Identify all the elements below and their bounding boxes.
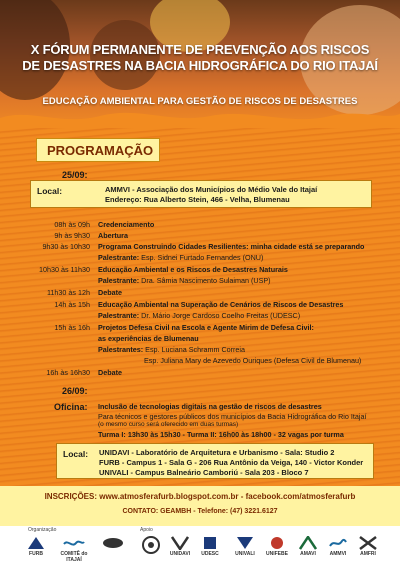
speaker-name: Dra. Sâmia Nascimento Sulaiman (USP)	[139, 276, 271, 285]
unidavi-logo: UNIDAVI	[166, 536, 194, 560]
unidavi-mark-icon	[171, 536, 189, 550]
univali-mark-icon	[236, 536, 254, 550]
wave-divider	[0, 106, 400, 128]
location-label: Local:	[63, 449, 89, 459]
speaker-label: Palestrantes:	[98, 345, 144, 354]
oficina-schedule: Turma I: 13h30 às 15h30 - Turma II: 16h00 às 18h00 - 32 vagas por turma	[98, 430, 344, 439]
schedule-time: 15h às 16h	[54, 323, 90, 332]
amfri-logo: AMFRI	[354, 536, 382, 560]
day2-date: 26/09:	[62, 386, 88, 396]
speaker-line	[98, 276, 271, 285]
event-title-line2: DE DESASTRES NA BACIA HIDROGRÁFICA DO RIO ITAJAÍ	[22, 58, 378, 73]
schedule-item: Projetos Defesa Civil na Escola e Agente Mirim de Defesa Civil:	[98, 323, 314, 332]
schedule-item: Credenciamento	[98, 220, 155, 229]
furb-mark-icon	[26, 536, 46, 550]
schedule-item: Abertura	[98, 231, 128, 240]
schedule-time: 11h30 às 12h	[46, 288, 90, 297]
speaker-line	[98, 311, 300, 320]
udesc-mark-icon	[202, 536, 218, 550]
furb-logo: FURB	[22, 536, 50, 560]
speaker-label: Palestrante:	[98, 253, 140, 262]
organizacao-caption: Organização	[28, 527, 57, 533]
comite-logo: COMITÊ do ITAJAÍ	[54, 536, 94, 560]
univali-logo: UNIVALI	[230, 536, 260, 560]
schedule-time: 08h às 09h	[54, 220, 90, 229]
speaker-name: Dr. Mário Jorge Cardoso Coelho Freitas (UDESC)	[139, 311, 301, 320]
location-line: AMMVI - Associação dos Municípios do Médio Vale do Itajaí	[105, 185, 318, 194]
unifebe-logo: UNIFEBE	[262, 536, 292, 560]
schedule-item: Educação Ambiental na Superação de Cenários de Riscos de Desastres	[98, 300, 344, 309]
oficina-note: (o mesmo curso será oferecido em duas turmas)	[98, 421, 239, 428]
sponsor-logos	[0, 526, 400, 563]
schedule-time: 9h30 às 10h30	[42, 242, 90, 251]
day1-date: 25/09:	[62, 170, 88, 180]
speaker-label: Palestrante:	[98, 276, 140, 285]
oficina-audience: Para técnicos e gestores públicos dos municípios da Bacia Hidrográfica do Rio Itajaí	[98, 412, 367, 421]
speaker-line	[98, 345, 245, 354]
partner-logo	[98, 536, 128, 560]
amfri-mark-icon	[359, 536, 377, 550]
ammvi-logo: AMMVI	[324, 536, 352, 560]
schedule-item: Debate	[98, 288, 122, 297]
schedule-item: Programa Construindo Cidades Resilientes: minha cidade está se preparando	[98, 242, 365, 251]
udesc-logo: UDESC	[197, 536, 223, 560]
oficina-label: Oficina:	[54, 402, 88, 412]
header-banner	[0, 0, 400, 128]
partner-logo	[140, 536, 162, 560]
location-line: Endereço: Rua Alberto Stein, 466 - Velha, Blumenau	[105, 195, 290, 204]
location-label: Local:	[37, 186, 63, 196]
speaker-name: Esp. Sidnei Furtado Fernandes (ONU)	[139, 253, 264, 262]
speaker-name: Esp. Luciana Schramm Correia	[143, 345, 246, 354]
schedule-time: 10h30 às 11h30	[38, 265, 90, 274]
programacao-heading: PROGRAMAÇÃO	[36, 138, 160, 162]
schedule-time: 14h às 15h	[54, 300, 90, 309]
wave-mark-icon	[63, 536, 85, 550]
day2-location-box	[56, 443, 374, 479]
event-title-line1: X FÓRUM PERMANENTE DE PREVENÇÃO AOS RISCOS	[30, 42, 370, 57]
schedule-time: 9h às 9h30	[54, 231, 90, 240]
schedule-item: Educação Ambiental e os Riscos de Desastres Naturais	[98, 265, 288, 274]
schedule-item: as experiências de Blumenau	[98, 334, 199, 343]
amavi-mark-icon	[299, 536, 317, 550]
schedule-time: 16h às 16h30	[46, 368, 90, 377]
event-subtitle: EDUCAÇÃO AMBIENTAL PARA GESTÃO DE RISCOS DE DESASTRES	[42, 96, 358, 107]
location-line: UNIVALI - Campus Balneário Camboriú - Sala 203 - Bloco 7	[99, 468, 309, 477]
location-line: UNIDAVI - Laboratório de Arquitetura e Urbanismo - Sala: Studio 2	[99, 448, 335, 457]
registration-links[interactable]: INSCRIÇÕES: www.atmosferafurb.blogspot.com.br - facebook.com/atmosferafurb	[44, 492, 356, 501]
partner-mark-icon	[102, 536, 124, 550]
ammvi-mark-icon	[329, 536, 347, 550]
schedule-item: Debate	[98, 368, 122, 377]
day1-location-box	[30, 180, 372, 208]
oficina-title: Inclusão de tecnologias digitais na gestão de riscos de desastres	[98, 402, 322, 411]
speaker-name: Esp. Juliana Mary de Azevedo Ouriques (Defesa Civil de Blumenau)	[144, 356, 362, 365]
contact-footer	[0, 486, 400, 526]
amavi-logo: AMAVI	[294, 536, 322, 560]
speaker-line	[98, 253, 263, 262]
contact-info: CONTATO: GEAMBH - Telefone: (47) 3221.6127	[122, 508, 278, 515]
speaker-label: Palestrante:	[98, 311, 140, 320]
apoio-caption: Apoio	[140, 527, 153, 533]
unifebe-mark-icon	[268, 536, 286, 550]
location-line: FURB - Campus 1 - Sala G - 206 Rua Antônio da Veiga, 140 - Victor Konder	[99, 458, 364, 467]
partner-mark-icon	[142, 536, 160, 554]
